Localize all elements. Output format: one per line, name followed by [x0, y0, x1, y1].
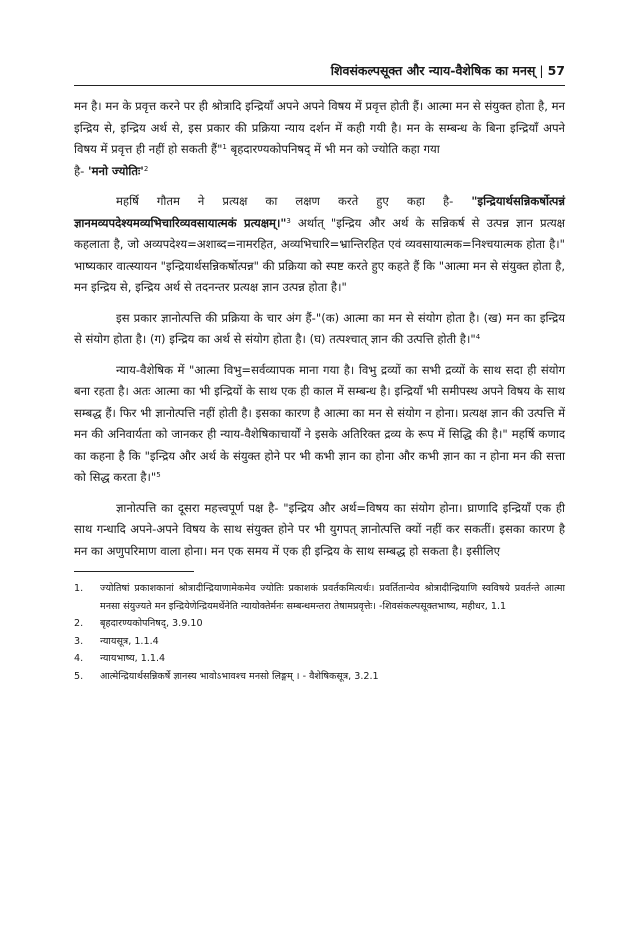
- p2-text: महर्षि गौतम ने प्रत्यक्ष का लक्षण करते हुए कहा है-: [116, 194, 472, 208]
- footnote-divider: [74, 571, 194, 572]
- footnote-number: 4.: [74, 653, 84, 664]
- body-text: [74, 96, 565, 562]
- footnote-number: 5.: [74, 670, 84, 682]
- paragraph-2: [74, 191, 565, 299]
- footnote-text: आत्मेन्द्रियार्थसन्निकर्षे ज्ञानस्य भावोऽभावश्च मनसो लिङ्गम् । - वैशेषिकसूत्र, 3.2.1: [100, 670, 379, 682]
- p5-text: ज्ञानोत्पत्ति का दूसरा महत्त्वपूर्ण पक्ष है- "इन्द्रिय और अर्थ=विषय का संयोग होना। घ्राणादि इन्द्रियाँ एक ही साथ गन्धादि अपने-अपने विषय के साथ संयुक्त होने पर भी युगपत् ज्ञानोत्पत्ति क्यों नहीं कर सकतीं। इसका कारण है मन का अणुपरिमाण वाला होना। मन एक समय में एक ही इन्द्रिय के साथ सम्बद्ध हो सकता है। इसीलिए: [74, 500, 565, 558]
- p2-rest: अर्थात् "इन्द्रिय और अर्थ के सन्निकर्ष से उत्पन्न ज्ञान प्रत्यक्ष कहलाता है, जो अव्यपदेश्य=अशाब्द=नामरहित, अव्यभिचारि=भ्रान्तिरहित एवं व्यवसायात्मक=निश्चयात्मक होता है।" भाष्यकार वात्स्यायन "इन्द्रियार्थसन्निकर्षोत्पन्न" की प्रक्रिया को स्पष्ट करते हुए कहते हैं कि "आत्मा मन से संयुक्त होता है, मन इन्द्रिय से, इन्द्रिय अर्थ से तदनन्तर प्रत्यक्ष ज्ञान उत्पन्न होता है।": [74, 215, 565, 294]
- footnote-text: न्यायसूत्र, 1.1.4: [100, 635, 159, 647]
- p4-text: न्याय-वैशेषिक में "आत्मा विभु=सर्वव्यापक माना गया है। विभु द्रव्यों का सभी द्रव्यों के साथ सदा ही संयोग बना रहता है। अतः आत्मा का भी इन्द्रियों के साथ एक ही काल में सम्बन्ध है। इन्द्रियाँ भी समीपस्थ अपने विषय के साथ सम्बद्ध हैं। फिर भी ज्ञानोत्पत्ति नहीं होती है। इसका कारण है आत्मा का मन से संयोग न होना। प्रत्यक्ष ज्ञान की उत्पत्ति में मन की अनिवार्यता को जानकर ही न्याय-वैशेषिकाचार्यों ने इसके अतिरिक्त द्रव्य के रूप में सिद्धि की है।" महर्षि कणाद का कहना है कि "इन्द्रिय और अर्थ के संयुक्त होने पर भी कभी ज्ञान का होना और कभी ज्ञान का न होना मन की सत्ता को सिद्ध करता है।": [74, 362, 565, 484]
- quote-mano-jyoti: 'मनो ज्योतिः': [88, 163, 144, 178]
- paragraph-5: [74, 498, 565, 563]
- footnote-ref-4: 4: [475, 333, 481, 341]
- footnote-ref-2: 2: [143, 164, 149, 173]
- paragraph-4: [74, 360, 565, 489]
- p1-text: मन है। मन के प्रवृत्त करने पर ही श्रोत्रादि इन्द्रियाँ अपने अपने विषय में प्रवृत्त होती हैं। आत्मा मन से संयुक्त होता है, मन इन्द्रिय से, इन्द्रिय अर्थ से, इस प्रकार की प्रक्रिया न्याय दर्शन में कही गयी है। मन के सम्बन्ध के बिना इन्द्रियाँ अपने विषय में प्रवृत्त ही नहीं हो सकती हैं": [74, 99, 565, 156]
- footnote-1: [74, 580, 565, 615]
- footnote-ref-3: 3: [286, 216, 291, 225]
- p3-text: इस प्रकार ज्ञानोत्पत्ति की प्रक्रिया के चार अंग हैं-"(क) आत्मा का मन से संयोग होता है। (ख) मन का इन्द्रिय से संयोग होता है। (ग) इन्द्रिय का अर्थ से संयोग होता है। (घ) तत्पश्चात् ज्ञान की उत्पत्ति होती है।": [74, 310, 565, 346]
- footnote-3: [74, 633, 565, 651]
- page-number: 57: [547, 63, 565, 78]
- footnote-text: न्यायभाष्य, 1.1.4: [100, 653, 166, 664]
- sutra-quote: "इन्द्रियार्थसन्निकर्षोत्पन्नं ज्ञानमव्यपदेश्यमव्यभिचारिव्यवसायात्मकं प्रत्यक्षम्।": [74, 194, 565, 230]
- footnote-text: ज्योतिषां प्रकाशकानां श्रोत्रादीन्द्रियाणामेकमेव ज्योतिः प्रकाशकं प्रवर्तकमित्यर्थः। प्रवर्तितान्येव श्रोत्रादीन्द्रियाणि स्वविषये प्रवर्तन्ते आत्मा मनसा संयुज्यते मन इन्द्रियेणेन्द्रियमर्थेनेति न्यायोक्तेर्मनः सम्बन्धमन्तरा तेषामप्रवृत्तेः। -शिवसंकल्पसूक्तभाष्य, महीधर, 1.1: [100, 583, 565, 612]
- footnote-ref-1: 1: [222, 143, 227, 151]
- running-header: [74, 62, 565, 86]
- footnote-number: 3.: [74, 635, 84, 647]
- footnote-number: 2.: [74, 618, 84, 629]
- footnote-text: बृहदारण्यकोपनिषद्, 3.9.10: [100, 618, 203, 629]
- footnote-2: [74, 615, 565, 633]
- paragraph-1b: [74, 161, 565, 183]
- paragraph-1: [74, 96, 565, 161]
- p1-text-cont: बृहदारण्यकोपनिषद् में भी मन को ज्योति कहा गया: [226, 142, 440, 156]
- footnote-5: [74, 668, 565, 686]
- paragraph-3: [74, 308, 565, 351]
- header-title: शिवसंकल्पसूक्त और न्याय-वैशेषिक का मनस्: [330, 63, 536, 78]
- footnote-ref-5: 5: [156, 471, 161, 479]
- p1b-prefix: है-: [74, 163, 89, 178]
- header-separator: |: [539, 63, 544, 78]
- book-page: [74, 62, 565, 685]
- footnote-number: 1.: [74, 583, 84, 594]
- footnote-4: [74, 650, 565, 668]
- footnotes: [74, 580, 565, 685]
